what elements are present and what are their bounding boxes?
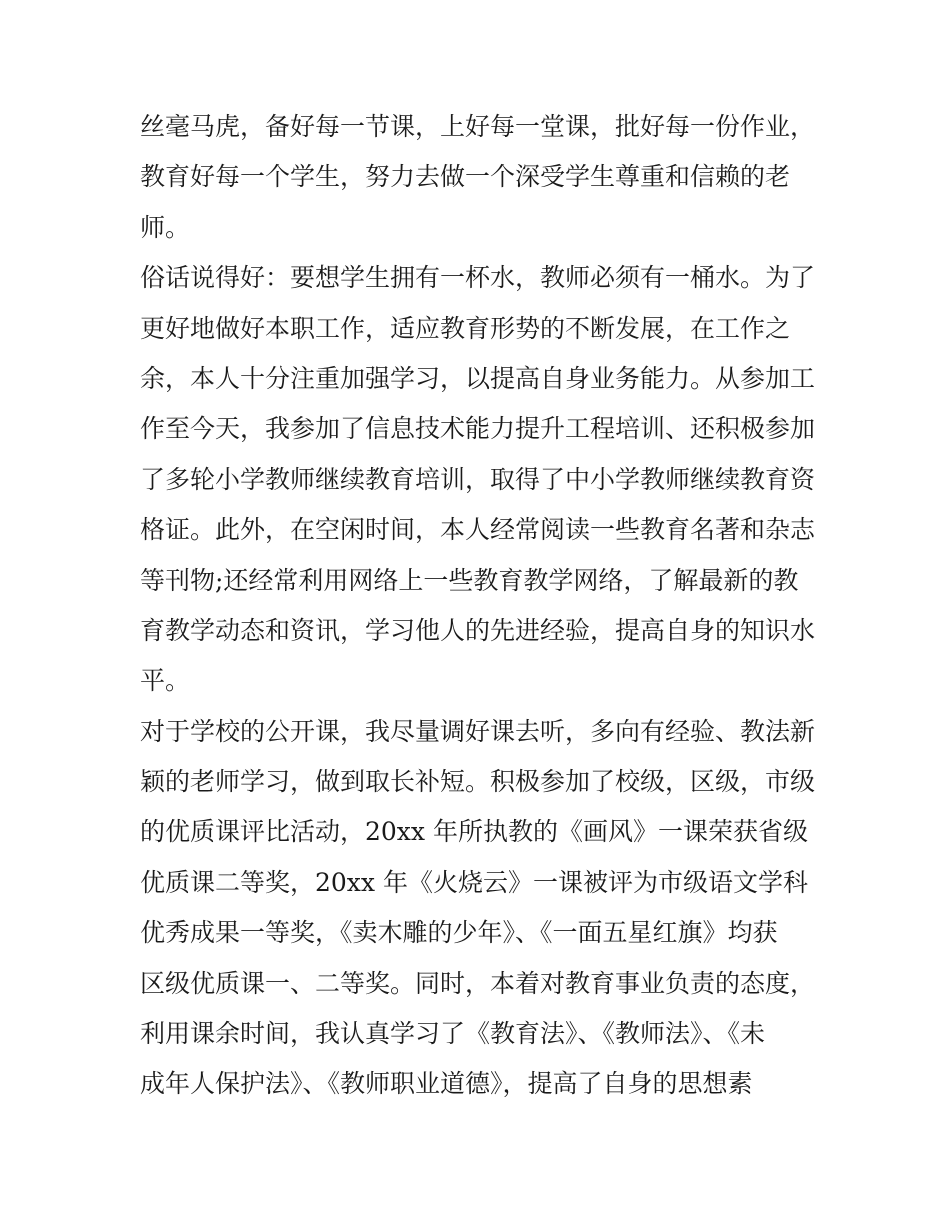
text-line: 区级优质课一、二等奖。同时，本着对教育事业负责的态度，	[140, 968, 816, 998]
text-line: 教育好每一个学生，努力去做一个深受学生尊重和信赖的老	[140, 162, 791, 192]
text-line: 俗话说得好：要想学生拥有一杯水，教师必须有一桶水。为了	[140, 263, 816, 293]
text-line: 师。	[140, 212, 191, 242]
text-line: 优质课二等奖，20xx 年《火烧云》一课被评为市级语文学科	[140, 867, 808, 897]
text-line: 利用课余时间，我认真学习了《教育法》、《教师法》、《未	[140, 1019, 766, 1049]
text-line: 更好地做好本职工作，适应教育形势的不断发展，在工作之	[140, 313, 791, 343]
text-line: 颖的老师学习，做到取长补短。积极参加了校级，区级，市级	[140, 767, 816, 797]
text-line: 优秀成果一等奖，《卖木雕的少年》、《一面五星红旗》均获	[140, 918, 778, 948]
text-line: 余，本人十分注重加强学习，以提高自身业务能力。从参加工	[140, 363, 816, 393]
text-line: 格证。此外，在空闲时间，本人经常阅读一些教育名著和杂志	[140, 515, 816, 545]
text-line: 等刊物;还经常利用网络上一些教育教学网络，了解最新的教	[140, 565, 799, 595]
text-line: 了多轮小学教师继续教育培训，取得了中小学教师继续教育资	[140, 464, 816, 494]
text-line: 成年人保护法》、《教师职业道德》，提高了自身的思想素	[140, 1069, 753, 1099]
text-line: 丝毫马虎，备好每一节课，上好每一堂课，批好每一份作业，	[140, 112, 816, 141]
text-line: 的优质课评比活动，20xx 年所执教的《画风》一课荣获省级	[140, 817, 808, 847]
text-line: 育教学动态和资讯，学习他人的先进经验，提高自身的知识水	[140, 615, 816, 645]
text-line: 作至今天，我参加了信息技术能力提升工程培训、还积极参加	[140, 414, 816, 444]
text-line: 对于学校的公开课，我尽量调好课去听，多向有经验、教法新	[140, 716, 816, 746]
text-line: 平。	[140, 666, 191, 696]
body-text	[140, 102, 820, 1110]
